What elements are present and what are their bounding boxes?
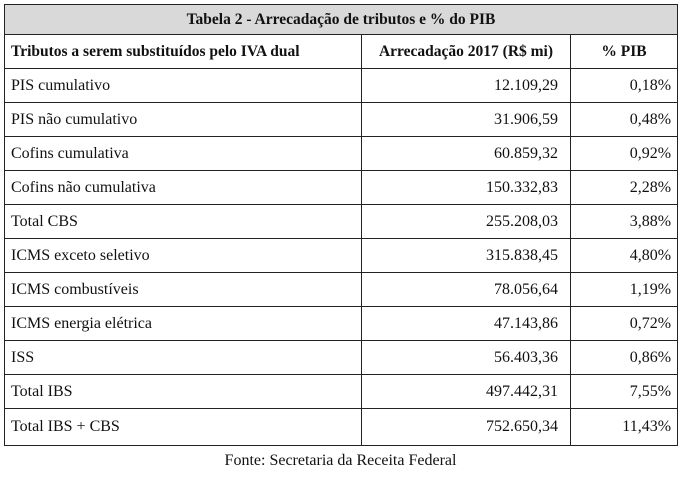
table-row [5, 375, 678, 409]
table-row [5, 341, 678, 375]
row-pct: 4,80% [571, 239, 678, 273]
row-value: 56.403,36 [362, 341, 571, 375]
row-pct: 0,18% [571, 69, 678, 103]
table-row [5, 137, 678, 171]
table-row [5, 205, 678, 239]
row-value: 315.838,45 [362, 239, 571, 273]
row-pct: 7,55% [571, 375, 678, 409]
table-container [4, 4, 677, 470]
header-tributos: Tributos a serem substituídos pelo IVA dual [5, 35, 362, 69]
row-pct: 0,72% [571, 307, 678, 341]
tax-table [4, 4, 678, 446]
row-name: Total CBS [5, 205, 362, 239]
row-value: 497.442,31 [362, 375, 571, 409]
table-row [5, 273, 678, 307]
row-name: Total IBS + CBS [5, 409, 362, 446]
table-row [5, 103, 678, 137]
table-row [5, 239, 678, 273]
row-value: 47.143,86 [362, 307, 571, 341]
header-arrecadacao: Arrecadação 2017 (R$ mi) [362, 35, 571, 69]
row-name: ICMS energia elétrica [5, 307, 362, 341]
row-value: 752.650,34 [362, 409, 571, 446]
row-value: 150.332,83 [362, 171, 571, 205]
row-pct: 0,86% [571, 341, 678, 375]
row-value: 12.109,29 [362, 69, 571, 103]
table-title: Tabela 2 - Arrecadação de tributos e % do PIB [5, 5, 678, 35]
row-value: 255.208,03 [362, 205, 571, 239]
table-row [5, 307, 678, 341]
row-value: 60.859,32 [362, 137, 571, 171]
table-row [5, 409, 678, 446]
row-name: Cofins cumulativa [5, 137, 362, 171]
table-row [5, 171, 678, 205]
row-pct: 1,19% [571, 273, 678, 307]
row-name: ISS [5, 341, 362, 375]
row-name: ICMS combustíveis [5, 273, 362, 307]
row-pct: 11,43% [571, 409, 678, 446]
header-row [5, 35, 678, 69]
row-value: 31.906,59 [362, 103, 571, 137]
row-pct: 0,92% [571, 137, 678, 171]
header-pib: % PIB [571, 35, 678, 69]
row-name: Total IBS [5, 375, 362, 409]
row-name: PIS cumulativo [5, 69, 362, 103]
row-pct: 2,28% [571, 171, 678, 205]
row-name: ICMS exceto seletivo [5, 239, 362, 273]
row-pct: 3,88% [571, 205, 678, 239]
table-row [5, 69, 678, 103]
row-name: Cofins não cumulativa [5, 171, 362, 205]
row-name: PIS não cumulativo [5, 103, 362, 137]
source-caption: Fonte: Secretaria da Receita Federal [224, 452, 457, 469]
row-pct: 0,48% [571, 103, 678, 137]
row-value: 78.056,64 [362, 273, 571, 307]
